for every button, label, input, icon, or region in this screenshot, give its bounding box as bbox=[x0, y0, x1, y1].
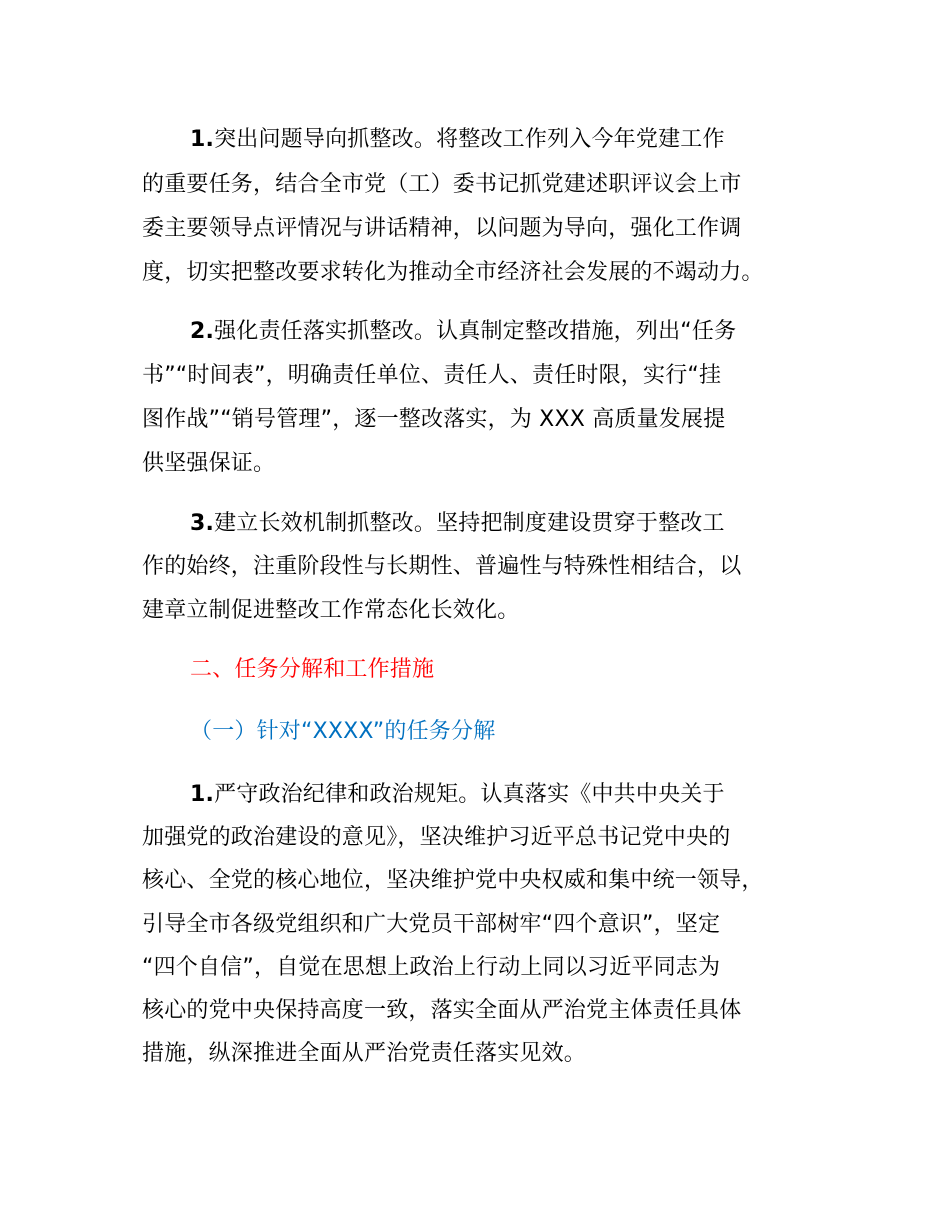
paragraph-text: 突出问题导向抓整改。将整改工作列入今年党建工作 bbox=[214, 127, 725, 152]
paragraph-line: 图作战”“销号管理”，逐一整改落实，为 XXX 高质量发展提 bbox=[142, 407, 726, 432]
section-heading: 二、任务分解和工作措施 bbox=[190, 657, 435, 682]
item-number: 2. bbox=[190, 319, 215, 344]
paragraph-line: 的重要任务，结合全市党（工）委书记抓党建述职评议会上市 bbox=[142, 172, 742, 197]
paragraph-line: 度，切实把整改要求转化为推动全市经济社会发展的不竭动力。 bbox=[142, 260, 764, 285]
paragraph-line: 委主要领导点评情况与讲话精神，以问题为导向，强化工作调 bbox=[142, 216, 742, 241]
paragraph-text: 严守政治纪律和政治规矩。认真落实《中共中央关于 bbox=[214, 782, 725, 807]
paragraph-line: “四个自信”，自觉在思想上政治上行动上同以习近平同志为 bbox=[142, 955, 721, 980]
paragraph-line: 引导全市各级党组织和广大党员干部树牢“四个意识”，坚定 bbox=[142, 912, 721, 937]
paragraph-line bbox=[190, 509, 725, 539]
paragraph-text: 建立长效机制抓整改。坚持把制度建设贯穿于整改工 bbox=[214, 511, 725, 536]
paragraph-line: 措施，纵深推进全面从严治党责任落实见效。 bbox=[142, 1041, 587, 1066]
paragraph-line bbox=[190, 317, 736, 347]
paragraph-line: 书”“时间表”，明确责任单位、责任人、责任时限，实行“挂 bbox=[142, 363, 722, 388]
item-number: 1. bbox=[190, 782, 215, 807]
paragraph-line bbox=[190, 125, 725, 155]
item-number: 1. bbox=[190, 127, 215, 152]
paragraph-line: 核心、全党的核心地位，坚决维护党中央权威和集中统一领导， bbox=[142, 868, 764, 893]
paragraph-line: 建章立制促进整改工作常态化长效化。 bbox=[142, 598, 520, 623]
paragraph-line bbox=[190, 780, 725, 810]
paragraph-line: 供坚强保证。 bbox=[142, 451, 276, 476]
paragraph-line: 作的始终，注重阶段性与长期性、普遍性与特殊性相结合，以 bbox=[142, 554, 742, 579]
item-number: 3. bbox=[190, 511, 215, 536]
paragraph-text: 强化责任落实抓整改。认真制定整改措施，列出“任务 bbox=[214, 319, 737, 344]
paragraph-line: 核心的党中央保持高度一致，落实全面从严治党主体责任具体 bbox=[142, 998, 742, 1023]
subsection-heading: （一）针对“XXXX”的任务分解 bbox=[190, 719, 496, 744]
paragraph-line: 加强党的政治建设的意见》，坚决维护习近平总书记党中央的 bbox=[142, 825, 731, 850]
